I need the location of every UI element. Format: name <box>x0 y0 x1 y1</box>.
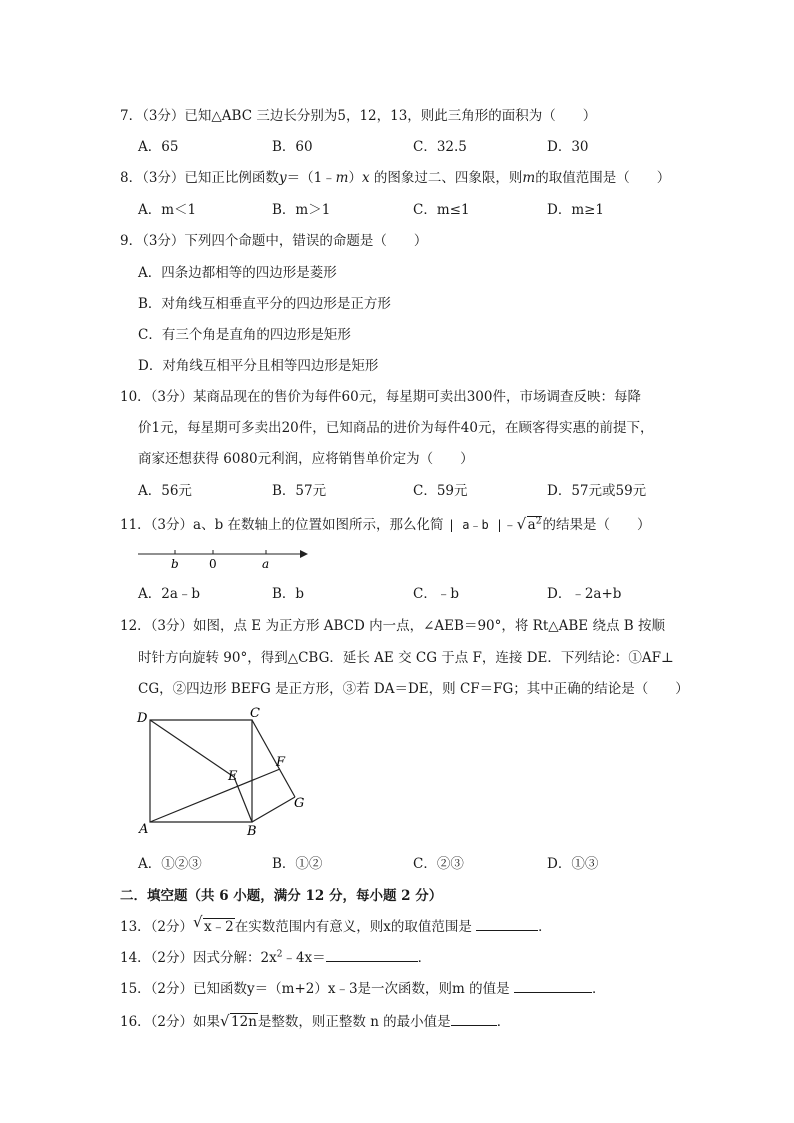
q8-option-a: A．m＜1 <box>138 202 197 218</box>
q12-option-c: C．②③ <box>413 856 464 872</box>
q9-option-c: C．有三个角是直角的四边形是矩形 <box>138 327 351 343</box>
q11-option-c: C．﹣b <box>413 586 459 602</box>
q11-option-b: B．b <box>272 586 305 602</box>
q12-line2: 时针方向旋转 90°，得到△CBG．延长 AE 交 CG 于点 F，连接 DE．下列结论：①AF⊥ <box>138 650 674 666</box>
q14-answer-blank[interactable] <box>326 949 418 962</box>
q11-stem: 11．（3分）a、b 在数轴上的位置如图所示，那么化简 | a﹣b |﹣ √ $a^2$的结果是（ ） <box>120 514 651 533</box>
axis-label-zero: 0 <box>209 557 217 571</box>
q13-stem: 13．（2分） √ x﹣2在实数范围内有意义，则x的取值范围是 ． <box>120 913 552 935</box>
q7-option-a: A．65 <box>138 139 179 155</box>
q11-option-d: D．﹣2a+b <box>547 586 622 602</box>
q9-stem: 9．（3分）下列四个命题中，错误的命题是（ ） <box>120 233 428 249</box>
point-label-e: E <box>228 769 238 784</box>
point-label-d: D <box>137 711 148 726</box>
q11-option-a: A．2a﹣b <box>138 586 201 602</box>
q14-stem: 14．（2分）因式分解：$2x^2﹣4x=$ ． <box>120 949 432 966</box>
point-label-b: B <box>247 824 257 839</box>
q7-option-d: D．30 <box>547 139 589 155</box>
q8-stem: 8．（3分）已知正比例函数y＝（1﹣m）x 的图象过二、四象限，则m的取值范围是（ ） <box>120 170 671 186</box>
section-title-fill-in: 二．填空题（共 6 小题，满分 12 分，每小题 2 分） <box>120 888 443 904</box>
q10-line2: 价1元，每星期可多卖出20件，已知商品的进价为每件40元，在顾客得实惠的前提下， <box>138 420 654 436</box>
q12-line3: CG，②四边形 BEFG 是正方形，③若 DA＝DE，则 CF＝FG；其中正确的结论是（ ） <box>138 681 689 697</box>
q8-option-b: B．m＞1 <box>272 202 331 218</box>
q10-line3: 商家还想获得 6080元利润，应将销售单价定为（ ） <box>138 451 474 467</box>
abs-expression: | a﹣b | <box>447 518 504 532</box>
axis-label-a: a <box>262 557 270 571</box>
sqrt-12n: √ 12n <box>220 1012 257 1030</box>
q8-option-d: D．m≥1 <box>547 202 605 218</box>
point-label-g: G <box>294 796 305 811</box>
q12-option-a: A．①②③ <box>138 856 202 872</box>
number-line <box>135 544 310 574</box>
q13-answer-blank[interactable] <box>476 918 538 931</box>
q12-option-b: B．①② <box>272 856 323 872</box>
q8-option-c: C．m≤1 <box>413 202 470 218</box>
q10-option-a: A．56元 <box>138 483 192 499</box>
q9-option-b: B．对角线互相垂直平分的四边形是正方形 <box>138 296 391 312</box>
q7-option-b: B．60 <box>272 139 313 155</box>
q15-stem: 15．（2分）已知函数y＝（m+2）x﹣3是一次函数，则m 的值是 ． <box>120 981 606 997</box>
square-rotation-figure <box>130 702 320 842</box>
sqrt-x-minus-2: √ x﹣2 <box>193 913 234 935</box>
axis-label-b: b <box>171 557 179 571</box>
q16-stem: 16．（2分）如果 √ 12n是整数，则正整数 n 的最小值是 ． <box>120 1012 511 1030</box>
q12-line1: 12．（3分）如图，点 E 为正方形 ABCD 内一点，∠AEB＝90°，将 Rt△ABE 绕点 B 按顺 <box>120 618 665 634</box>
q9-option-a: A．四条边都相等的四边形是菱形 <box>138 265 337 281</box>
q12-option-d: D．①③ <box>547 856 599 872</box>
q15-answer-blank[interactable] <box>514 980 592 993</box>
point-label-f: F <box>276 755 286 770</box>
point-label-a: A <box>139 822 149 837</box>
q10-option-c: C．59元 <box>413 483 468 499</box>
q16-answer-blank[interactable] <box>451 1013 497 1026</box>
q7-stem: 7．（3分）已知△ABC 三边长分别为5，12，13，则此三角形的面积为（ ） <box>120 108 597 124</box>
q9-option-d: D．对角线互相平分且相等四边形是矩形 <box>138 358 379 374</box>
point-label-c: C <box>250 706 260 721</box>
q10-line1: 10．（3分）某商品现在的售价为每件60元，每星期可卖出300件，市场调查反映：每降 <box>120 389 641 405</box>
q10-option-b: B．57元 <box>272 483 327 499</box>
q10-option-d: D．57元或59元 <box>547 483 647 499</box>
q7-option-c: C．32.5 <box>413 139 467 155</box>
sqrt-a-squared: √ $a^2$ <box>516 514 542 533</box>
